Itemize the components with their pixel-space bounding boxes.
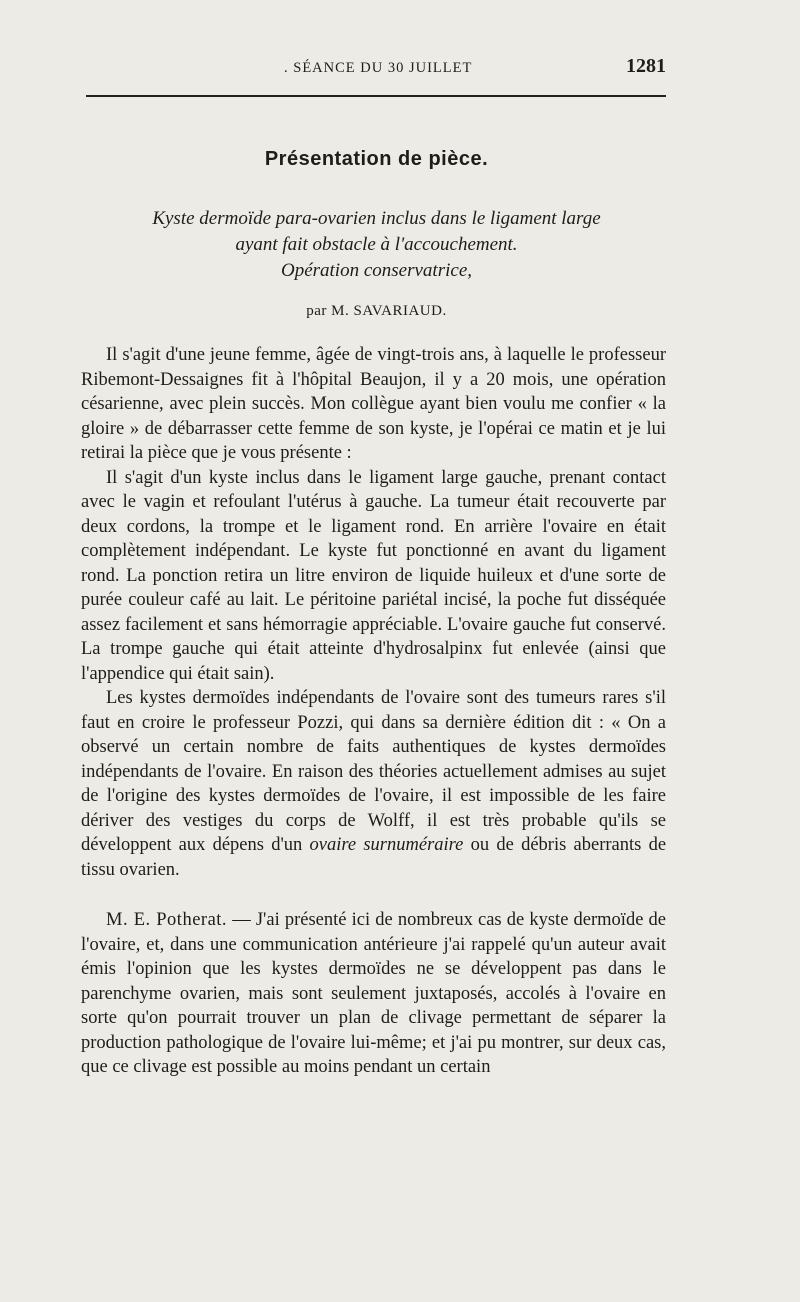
paragraph-3-end: ou de débris aberrants de tissu ovarien. <box>81 835 667 880</box>
page-number: 1281 <box>626 55 666 77</box>
subtitle-line-2: ayant fait obstacle à l'accouchement. <box>235 234 518 255</box>
paragraph-3-text: Les kystes dermoïdes indépendants de l'ovaire sont des tumeurs rares s'il faut en croire le professeur Pozzi, qui dans sa dernière édition dit : « On a observé un certain nombre de faits authentiques de kystes dermoïdes indépendants de l'ovaire. En raison des théories actuellement admises au sujet de l'origine des kystes dermoïdes de l'ovaire, il est impossible de les faire dériver des vestiges du corps de Wolff, il est très probable qu'ils se développent aux dépens d'un <box>81 688 666 855</box>
paragraph-3-italic: ovaire surnuméraire <box>309 835 464 855</box>
paragraph-3 <box>81 686 666 882</box>
running-title: . SÉANCE DU 30 JUILLET <box>284 60 473 76</box>
page-header <box>86 55 666 86</box>
reply-paragraph <box>81 908 666 1080</box>
subtitle-line-3: Opération conservatrice, <box>280 260 472 281</box>
author-byline: par M. SAVARIAUD. <box>306 303 447 319</box>
header-rule <box>86 95 666 97</box>
paragraph-2: Il s'agit d'un kyste inclus dans le ligament large gauche, prenant contact avec le vagin et refoulant l'utérus à gauche. La tumeur était recouverte par deux cordons, la trompe et le ligament rond. En arrière l'ovaire en était complètement indépendant. Le kyste fut ponctionné en avant du ligament rond. La ponction retira un litre environ de liquide huileux et d'une sorte de purée couleur café au lait. Le péritoine pariétal incisé, la poche fut disséquée assez facilement et sans hémorragie appréciable. L'ovaire gauche fut conservé. La trompe gauche qui était atteinte d'hydrosalpinx fut enlevée (ainsi que l'appendice qui était sain). <box>81 467 666 684</box>
article-body <box>81 343 666 1080</box>
reply-speaker: M. E. Potherat. <box>106 910 228 930</box>
reply-text: — J'ai présenté ici de nombreux cas de kyste dermoïde de l'ovaire, et, dans une communication antérieure j'ai rappelé qu'un auteur avait émis l'opinion que les kystes dermoïdes ne se développent pas dans le parenchyme ovarien, mais sont seulement juxtaposés, accolés à l'ovaire en sorte qu'on pourrait trouver un plan de clivage permettant de séparer la production pathologique de l'ovaire lui-même; et j'ai pu montrer, sur deux cas, que ce clivage est possible au moins pendant un certain <box>81 910 667 1077</box>
subtitle-line-1: Kyste dermoïde para-ovarien inclus dans le ligament large <box>152 208 601 229</box>
section-title: Présentation de pièce. <box>264 148 489 170</box>
paragraph-1: Il s'agit d'une jeune femme, âgée de vingt-trois ans, à laquelle le professeur Ribemont-Dessaignes fit à l'hôpital Beaujon, il y a 20 mois, une opération césarienne, avec plein succès. Mon collègue ayant bien voulu me confier « la gloire » de débarrasser cette femme de son kyste, je l'opérai ce matin et je lui retirai la pièce que je vous présente : <box>81 345 666 463</box>
